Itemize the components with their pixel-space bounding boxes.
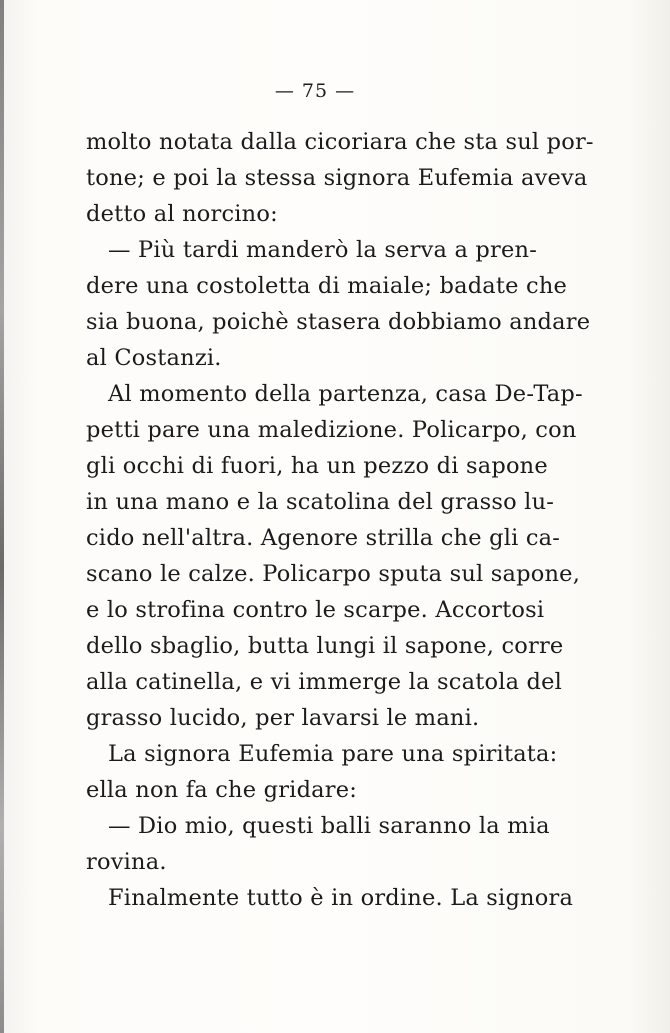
text-line: Al momento della partenza, casa De-Tap-	[108, 381, 583, 407]
text-line: dere una costoletta di maiale; badate che	[86, 273, 568, 299]
page-binding-edge	[0, 0, 4, 1033]
text-line: in una mano e la scatolina del grasso lu-	[86, 489, 555, 515]
text-line: — Più tardi manderò la serva a pren-	[108, 237, 537, 263]
text-line: cido nell'altra. Agenore strilla che gli ca-	[86, 525, 561, 551]
text-line: rovina.	[86, 849, 167, 875]
text-line: La signora Eufemia pare una spiritata:	[108, 741, 558, 767]
text-line: tone; e poi la stessa signora Eufemia aveva	[86, 165, 588, 191]
text-line: molto notata dalla cicoriara che sta sul por-	[86, 129, 594, 155]
text-line: grasso lucido, per lavarsi le mani.	[86, 705, 480, 731]
page-number: — 75 —	[274, 80, 356, 102]
text-line: alla catinella, e vi immerge la scatola del	[86, 669, 563, 695]
text-line: gli occhi di fuori, ha un pezzo di sapone	[86, 453, 548, 479]
text-line: ella non fa che gridare:	[86, 777, 358, 803]
text-line: detto al norcino:	[86, 201, 278, 227]
text-line: scano le calze. Policarpo sputa sul sapone,	[86, 561, 581, 587]
text-line: Finalmente tutto è in ordine. La signora	[108, 885, 574, 911]
text-line: petti pare una maledizione. Policarpo, con	[86, 417, 577, 443]
text-line: dello sbaglio, butta lungi il sapone, corre	[86, 633, 564, 659]
body-text	[86, 124, 594, 916]
text-line: al Costanzi.	[86, 345, 222, 371]
text-line: e lo strofina contro le scarpe. Accortosi	[86, 597, 545, 623]
text-line: — Dio mio, questi balli saranno la mia	[108, 813, 550, 839]
text-line: sia buona, poichè stasera dobbiamo andare	[86, 309, 591, 335]
